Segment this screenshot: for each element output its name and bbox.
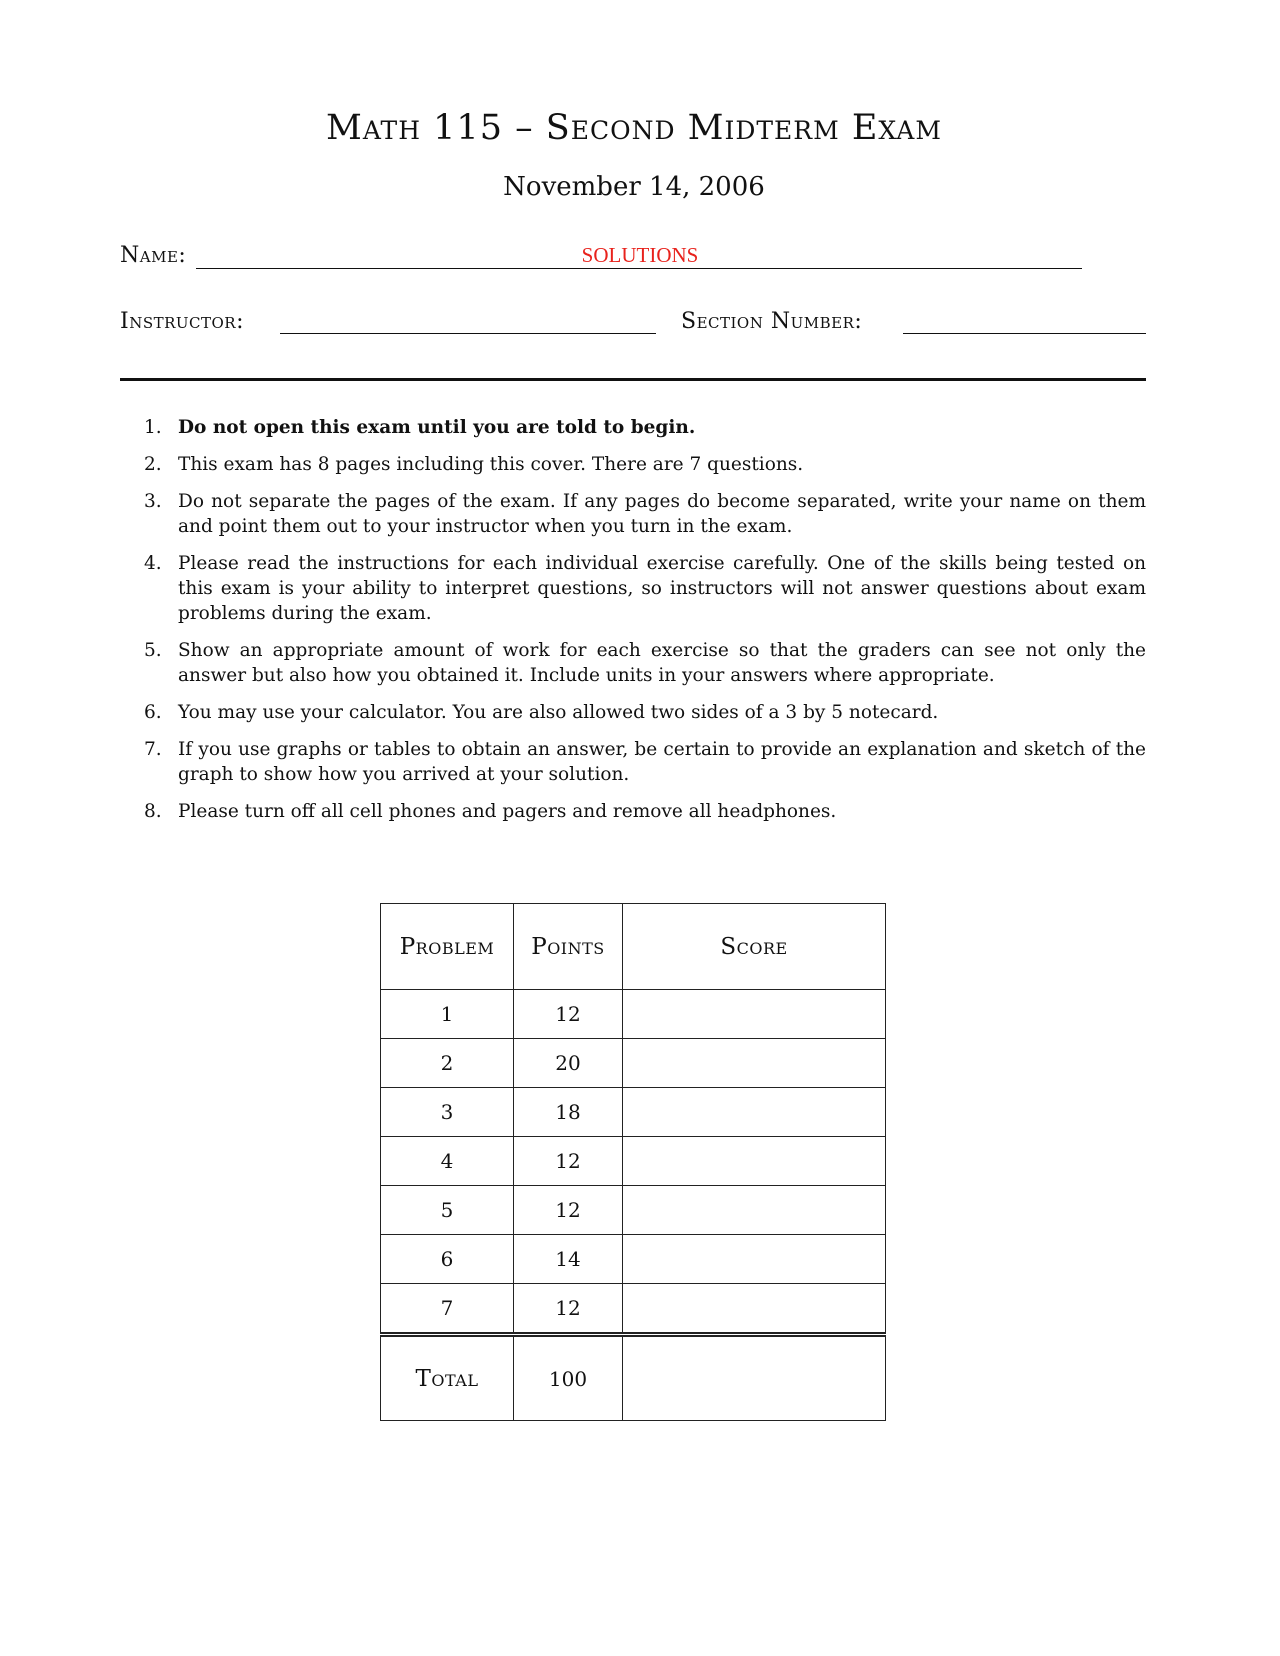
points-cell: 12 xyxy=(514,1137,623,1186)
points-cell: 20 xyxy=(514,1039,623,1088)
score-cell[interactable] xyxy=(623,1039,886,1088)
score-cell[interactable] xyxy=(623,1088,886,1137)
instruction-text: Please read the instructions for each individual exercise carefully. One of the skills being tested on this exam is your ability to interpret questions, so instructors will not answer questions about exam problems during the exam. xyxy=(178,553,1146,624)
instruction-text: Show an appropriate amount of work for each exercise so that the graders can see not only the answer but also how you obtained it. Include units in your answers where appropriate. xyxy=(178,640,1146,686)
instruction-number: 6. xyxy=(144,702,162,723)
table-row xyxy=(381,1137,886,1186)
name-label: Name: xyxy=(120,243,187,268)
table-row xyxy=(381,1039,886,1088)
section-label: Section Number: xyxy=(681,309,863,334)
instruction-text: You may use your calculator. You are also allowed two sides of a 3 by 5 notecard. xyxy=(178,702,939,723)
instruction-item xyxy=(120,415,1146,440)
instruction-item xyxy=(120,638,1146,688)
instruction-item xyxy=(120,737,1146,787)
points-cell: 12 xyxy=(514,1186,623,1235)
instruction-number: 5. xyxy=(144,640,162,661)
instruction-text: Please turn off all cell phones and pagers and remove all headphones. xyxy=(178,801,837,822)
instruction-number: 3. xyxy=(144,491,162,512)
instruction-text: Do not open this exam until you are told to begin. xyxy=(178,417,696,438)
instruction-item xyxy=(120,700,1146,725)
instruction-number: 4. xyxy=(144,553,162,574)
points-cell: 12 xyxy=(514,990,623,1039)
points-cell: 18 xyxy=(514,1088,623,1137)
name-field[interactable] xyxy=(196,268,1082,269)
instruction-number: 7. xyxy=(144,739,162,760)
score-cell[interactable] xyxy=(623,1186,886,1235)
score-table xyxy=(380,903,886,1421)
table-row xyxy=(381,1186,886,1235)
total-row xyxy=(381,1335,886,1421)
table-row xyxy=(381,990,886,1039)
name-value: SOLUTIONS xyxy=(581,243,699,267)
problem-cell: 6 xyxy=(381,1235,514,1284)
exam-title: Math 115 – Second Midterm Exam xyxy=(326,108,942,148)
problem-cell: 5 xyxy=(381,1186,514,1235)
score-table-header xyxy=(381,904,886,990)
instruction-number: 2. xyxy=(144,454,162,475)
instruction-item xyxy=(120,799,1146,824)
instruction-number: 1. xyxy=(144,417,162,438)
points-cell: 12 xyxy=(514,1284,623,1335)
score-cell[interactable] xyxy=(623,1284,886,1335)
instruction-number: 8. xyxy=(144,801,162,822)
instruction-item xyxy=(120,452,1146,477)
header-rule xyxy=(120,378,1146,381)
instruction-item xyxy=(120,489,1146,539)
total-score-cell[interactable] xyxy=(623,1335,886,1421)
points-cell: 14 xyxy=(514,1235,623,1284)
table-row xyxy=(381,1284,886,1335)
problem-cell: 3 xyxy=(381,1088,514,1137)
instructions-list xyxy=(120,415,1146,836)
instruction-item xyxy=(120,551,1146,626)
instruction-text: Do not separate the pages of the exam. If any pages do become separated, write your name on them and point them out to your instructor when you turn in the exam. xyxy=(178,491,1146,537)
exam-date: November 14, 2006 xyxy=(503,172,765,202)
section-number-field[interactable] xyxy=(903,333,1146,334)
problem-cell: 7 xyxy=(381,1284,514,1335)
score-column-header: Score xyxy=(623,904,886,990)
problem-cell: 4 xyxy=(381,1137,514,1186)
instruction-text: This exam has 8 pages including this cover. There are 7 questions. xyxy=(178,454,804,475)
instructor-label: Instructor: xyxy=(120,309,245,334)
problem-column-header: Problem xyxy=(381,904,514,990)
instructor-field[interactable] xyxy=(280,333,656,334)
table-row xyxy=(381,1235,886,1284)
points-column-header: Points xyxy=(514,904,623,990)
table-row xyxy=(381,1088,886,1137)
problem-cell: 1 xyxy=(381,990,514,1039)
instruction-text: If you use graphs or tables to obtain an answer, be certain to provide an explanation and sketch of the graph to show how you arrived at your solution. xyxy=(178,739,1146,785)
score-cell[interactable] xyxy=(623,990,886,1039)
problem-cell: 2 xyxy=(381,1039,514,1088)
score-cell[interactable] xyxy=(623,1235,886,1284)
total-points: 100 xyxy=(514,1335,623,1421)
score-cell[interactable] xyxy=(623,1137,886,1186)
total-label: Total xyxy=(381,1335,514,1421)
